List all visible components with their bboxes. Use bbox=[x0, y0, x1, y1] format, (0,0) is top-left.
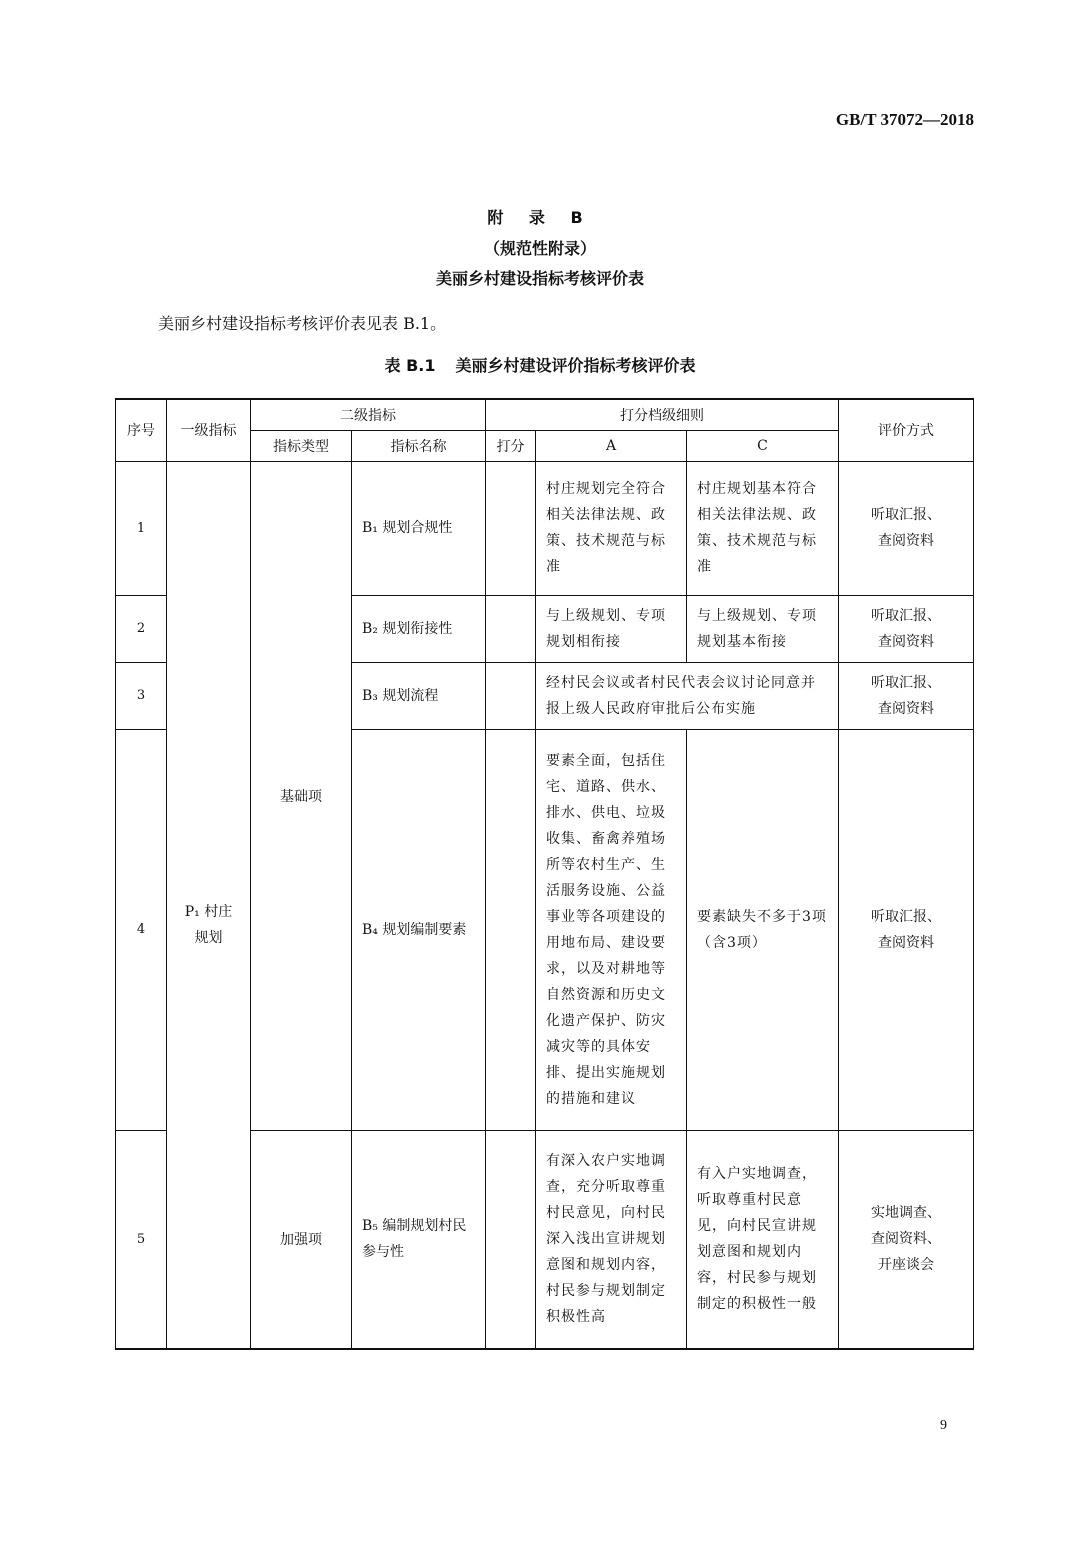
grade-a-cell: 与上级规划、专项规划相衔接 bbox=[536, 595, 687, 662]
appendix-name: 美丽乡村建设指标考核评价表 bbox=[435, 269, 644, 288]
grade-c-cell: 有入户实地调查，听取尊重村民意见，向村民宣讲规划意图和规划内容，村民参与规划制定的积极性一般 bbox=[687, 1130, 839, 1349]
table-caption-title: 美丽乡村建设评价指标考核评价表 bbox=[455, 356, 696, 375]
header-indicator-name: 指标名称 bbox=[352, 430, 486, 461]
score-cell bbox=[486, 1130, 536, 1349]
indicator-name: B₁ 规划合规性 bbox=[352, 461, 486, 595]
page-number: 9 bbox=[940, 1418, 947, 1433]
indicator-name: B₃ 规划流程 bbox=[352, 662, 486, 729]
header-seq: 序号 bbox=[116, 399, 167, 461]
table-caption-label: 表 B.1 bbox=[384, 356, 436, 375]
header-indicator-type: 指标类型 bbox=[251, 430, 352, 461]
score-cell bbox=[486, 729, 536, 1130]
row-seq: 4 bbox=[116, 729, 167, 1130]
eval-method-cell: 听取汇报、查阅资料 bbox=[839, 662, 974, 729]
grade-c-cell: 与上级规划、专项规划基本衔接 bbox=[687, 595, 839, 662]
indicator-type-enhanced: 加强项 bbox=[251, 1130, 352, 1349]
header-eval-method: 评价方式 bbox=[839, 399, 974, 461]
grade-a-cell: 有深入农户实地调查，充分听取尊重村民意见，向村民深入浅出宣讲规划意图和规划内容，村民参与规划制定积极性高 bbox=[536, 1130, 687, 1349]
standard-number: GB/T 37072—2018 bbox=[835, 110, 974, 129]
appendix-title: 附 录 B bbox=[487, 208, 593, 227]
eval-method-cell: 实地调查、查阅资料、开座谈会 bbox=[839, 1130, 974, 1349]
grade-c-cell: 要素缺失不多于3项（含3项） bbox=[687, 729, 839, 1130]
grade-a-cell: 村庄规划完全符合相关法律法规、政策、技术规范与标准 bbox=[536, 461, 687, 595]
indicator-name: B₅ 编制规划村民参与性 bbox=[352, 1130, 486, 1349]
header-grade-a: A bbox=[536, 430, 687, 461]
header-grade-c: C bbox=[687, 430, 839, 461]
indicator-name: B₄ 规划编制要素 bbox=[352, 729, 486, 1130]
table-caption bbox=[0, 353, 1080, 376]
indicator-type-basic: 基础项 bbox=[251, 461, 352, 1130]
evaluation-table bbox=[115, 398, 974, 1350]
grade-c-cell: 村庄规划基本符合相关法律法规、政策、技术规范与标准 bbox=[687, 461, 839, 595]
appendix-type: （规范性附录） bbox=[483, 239, 596, 258]
row-seq: 2 bbox=[116, 595, 167, 662]
header-level2: 二级指标 bbox=[251, 399, 486, 430]
table-header-row bbox=[116, 399, 974, 430]
eval-method-cell: 听取汇报、查阅资料 bbox=[839, 595, 974, 662]
eval-method-cell: 听取汇报、查阅资料 bbox=[839, 461, 974, 595]
row-seq: 5 bbox=[116, 1130, 167, 1349]
intro-paragraph: 美丽乡村建设指标考核评价表见表 B.1。 bbox=[158, 314, 447, 333]
eval-method-cell: 听取汇报、查阅资料 bbox=[839, 729, 974, 1130]
indicator-name: B₂ 规划衔接性 bbox=[352, 595, 486, 662]
row-seq: 1 bbox=[116, 461, 167, 595]
score-cell bbox=[486, 461, 536, 595]
row-seq: 3 bbox=[116, 662, 167, 729]
table-row bbox=[116, 461, 974, 595]
header-level1: 一级指标 bbox=[167, 399, 251, 461]
header-score: 打分 bbox=[486, 430, 536, 461]
header-scoring: 打分档级细则 bbox=[486, 399, 839, 430]
score-cell bbox=[486, 595, 536, 662]
grade-merged-cell: 经村民会议或者村民代表会议讨论同意并报上级人民政府审批后公布实施 bbox=[536, 662, 839, 729]
score-cell bbox=[486, 662, 536, 729]
level1-indicator: P₁ 村庄规划 bbox=[167, 461, 251, 1349]
grade-a-cell: 要素全面，包括住宅、道路、供水、排水、供电、垃圾收集、畜禽养殖场所等农村生产、生活服务设施、公益事业等各项建设的用地布局、建设要求，以及对耕地等自然资源和历史文化遗产保护、防灾减灾等的具体安排、提出实施规划的措施和建议 bbox=[536, 729, 687, 1130]
